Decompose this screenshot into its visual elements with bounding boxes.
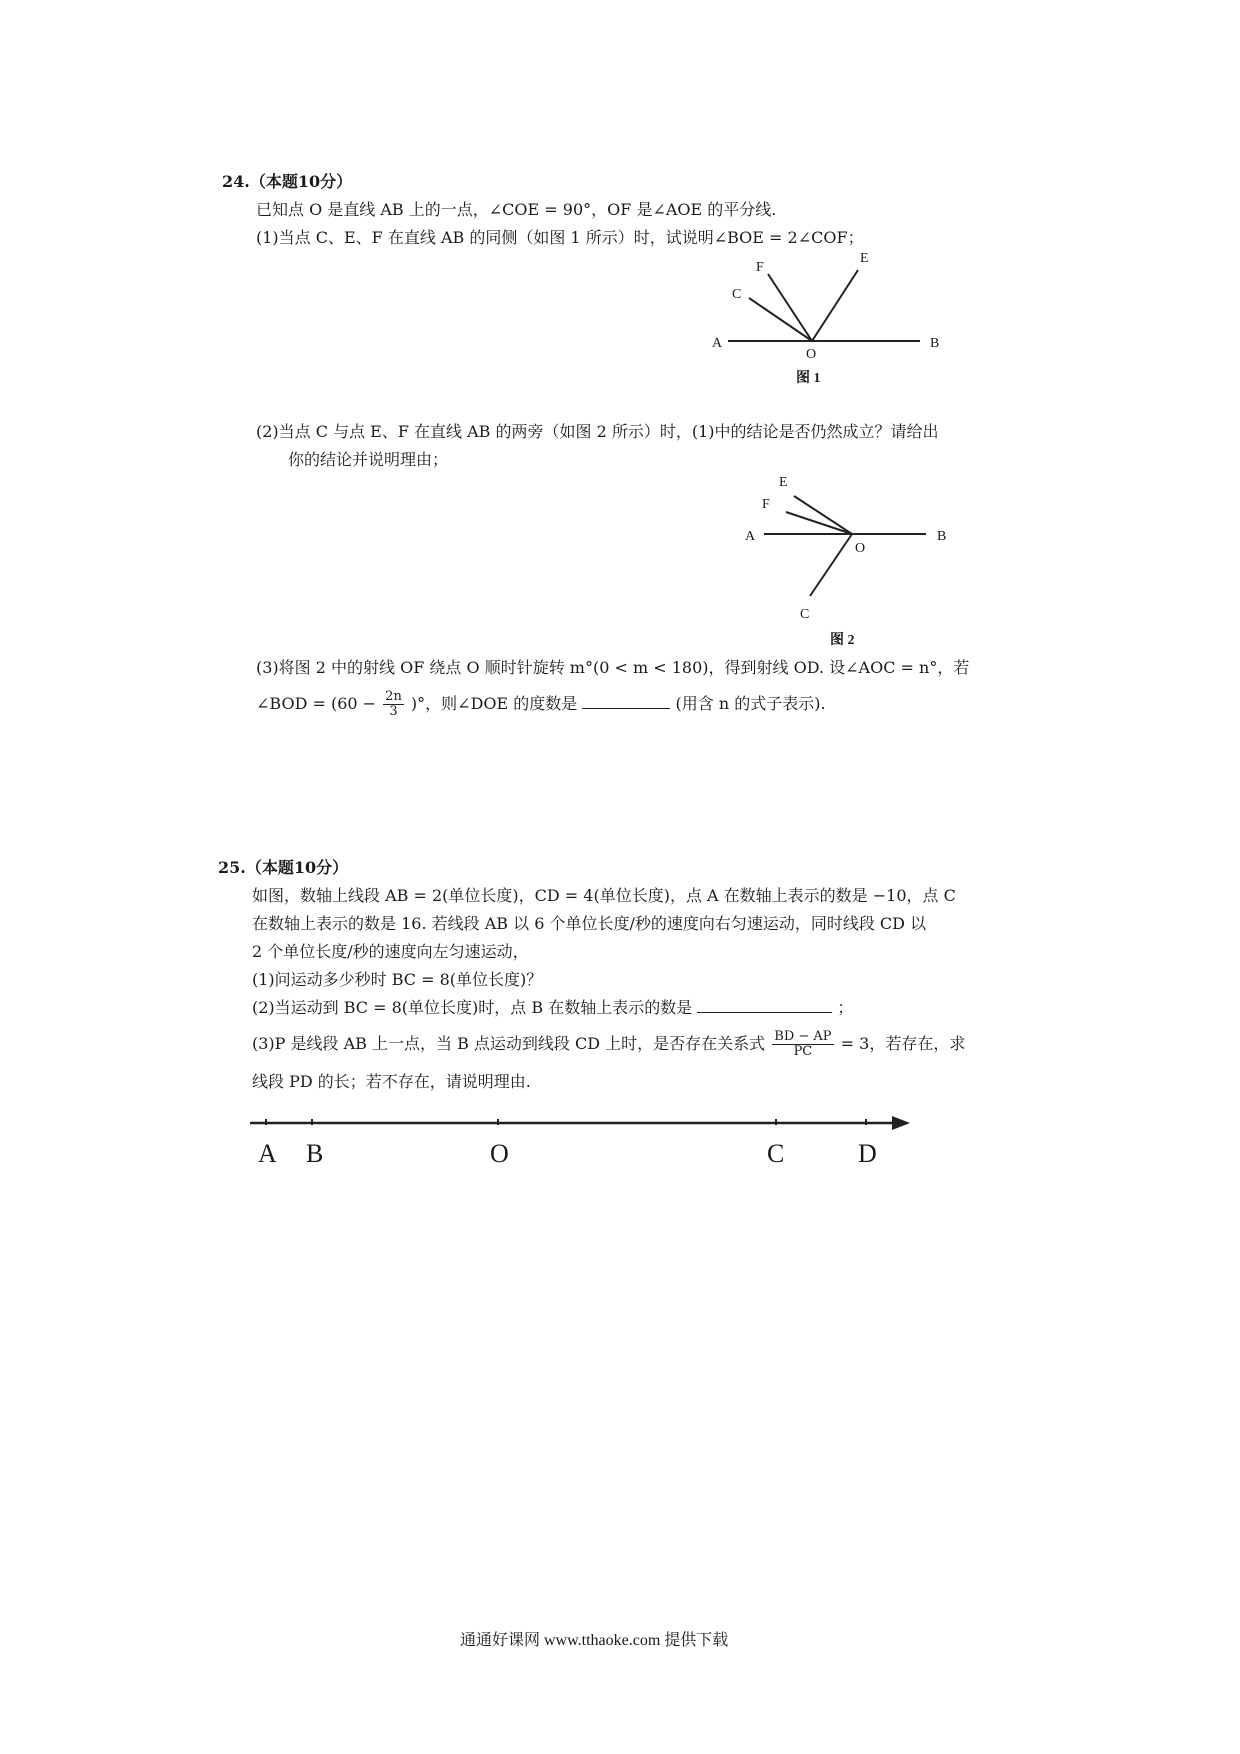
axis-label-b: B (306, 1139, 324, 1168)
q25-line3: 2 个单位长度/秒的速度向左匀速运动， (252, 942, 529, 961)
fig1-label-o: O (806, 347, 817, 362)
number-line-arrow-icon (892, 1116, 910, 1130)
q25-part3-post: = 3，若存在，求 (840, 1034, 966, 1053)
fig1-label-e: E (860, 251, 869, 266)
q24-stem: 已知点 O 是直线 AB 上的一点，∠COE = 90°，OF 是∠AOE 的平分线. (256, 200, 777, 219)
q24-part3-line1: (3)将图 2 中的射线 OF 绕点 O 顺时针旋转 m°(0 < m < 180)，得到射线 OD. 设∠AOC = n°，若 (256, 658, 970, 677)
q24-part3-frac-den: 3 (389, 704, 398, 719)
q25-line2: 在数轴上表示的数是 16. 若线段 AB 以 6 个单位长度/秒的速度向右匀速运动，同时线段 CD 以 (252, 914, 927, 933)
page-footer: 通通好课网 www.tthaoke.com 提供下载 (460, 1632, 729, 1649)
q25-part3-pre: (3)P 是线段 AB 上一点，当 B 点运动到线段 CD 上时，是否存在关系式 (252, 1034, 766, 1053)
fig1-label-c: C (732, 287, 742, 302)
fig2-ray-oc (810, 534, 852, 596)
q25-line1: 如图，数轴上线段 AB = 2(单位长度)，CD = 4(单位长度)，点 A 在数轴上表示的数是 −10，点 C (252, 886, 956, 905)
q25-part3-line1 (252, 1030, 965, 1059)
fig2-ray-of (786, 512, 852, 534)
axis-label-c: C (767, 1139, 785, 1168)
q25-part3-frac-num: BD − AP (774, 1029, 832, 1044)
q25-header: 25.（本题10分） (218, 858, 349, 877)
fig2-caption: 图 2 (830, 633, 855, 648)
fig2-label-b: B (937, 529, 947, 544)
q25-part2-pre: (2)当运动到 BC = 8(单位长度)时，点 B 在数轴上表示的数是 (252, 998, 693, 1017)
fig1-caption: 图 1 (796, 371, 821, 386)
number-line (240, 1105, 920, 1180)
q25-part3-fraction (772, 1030, 833, 1059)
q24-part2-line1: (2)当点 C 与点 E、F 在直线 AB 的两旁（如图 2 所示）时，(1)中的结论是否仍然成立？请给出 (256, 422, 939, 441)
fig1-ray-oc (749, 298, 812, 341)
q25-answer-blank (697, 998, 832, 1013)
fig1-label-f: F (756, 260, 764, 275)
q24-part3-mid: )°，则∠DOE 的度数是 (410, 694, 578, 713)
q24-part1: (1)当点 C、E、F 在直线 AB 的同侧（如图 1 所示）时，试说明∠BOE = 2∠COF； (256, 228, 864, 247)
q25-part1: (1)问运动多少秒时 BC = 8(单位长度)？ (252, 970, 543, 989)
q25-part3-frac-den: PC (793, 1044, 813, 1059)
q25-part2-post: ； (837, 998, 854, 1017)
fig2-label-o: O (855, 541, 866, 556)
fig1-ray-of (768, 274, 812, 341)
q24-part3-post: (用含 n 的式子表示). (675, 694, 826, 713)
fig1-label-b: B (930, 336, 940, 351)
axis-label-a: A (258, 1139, 277, 1168)
fig1-label-a: A (712, 336, 723, 351)
fig2-label-e: E (779, 475, 788, 490)
q24-part2-line2: 你的结论并说明理由； (288, 450, 449, 469)
q24-part3-pre: ∠BOD = (60 − (256, 694, 377, 713)
q25-part2 (252, 998, 853, 1018)
fig2-ray-oe (794, 496, 852, 534)
figure-2 (740, 468, 960, 658)
q24-part3-frac-num: 2n (385, 689, 402, 704)
fig2-label-a: A (745, 529, 756, 544)
axis-label-o: O (490, 1139, 509, 1168)
q24-part3-fraction (383, 690, 404, 719)
q24-part3-line2 (256, 690, 826, 719)
fig2-label-f: F (762, 497, 770, 512)
q24-answer-blank (582, 694, 670, 709)
axis-label-d: D (858, 1139, 877, 1168)
fig1-ray-oe (812, 270, 858, 341)
q25-part3-line2: 线段 PD 的长；若不存在，请说明理由. (252, 1072, 531, 1091)
fig2-label-c: C (800, 607, 810, 622)
figure-1 (700, 240, 960, 390)
q24-header: 24.（本题10分） (222, 172, 353, 191)
